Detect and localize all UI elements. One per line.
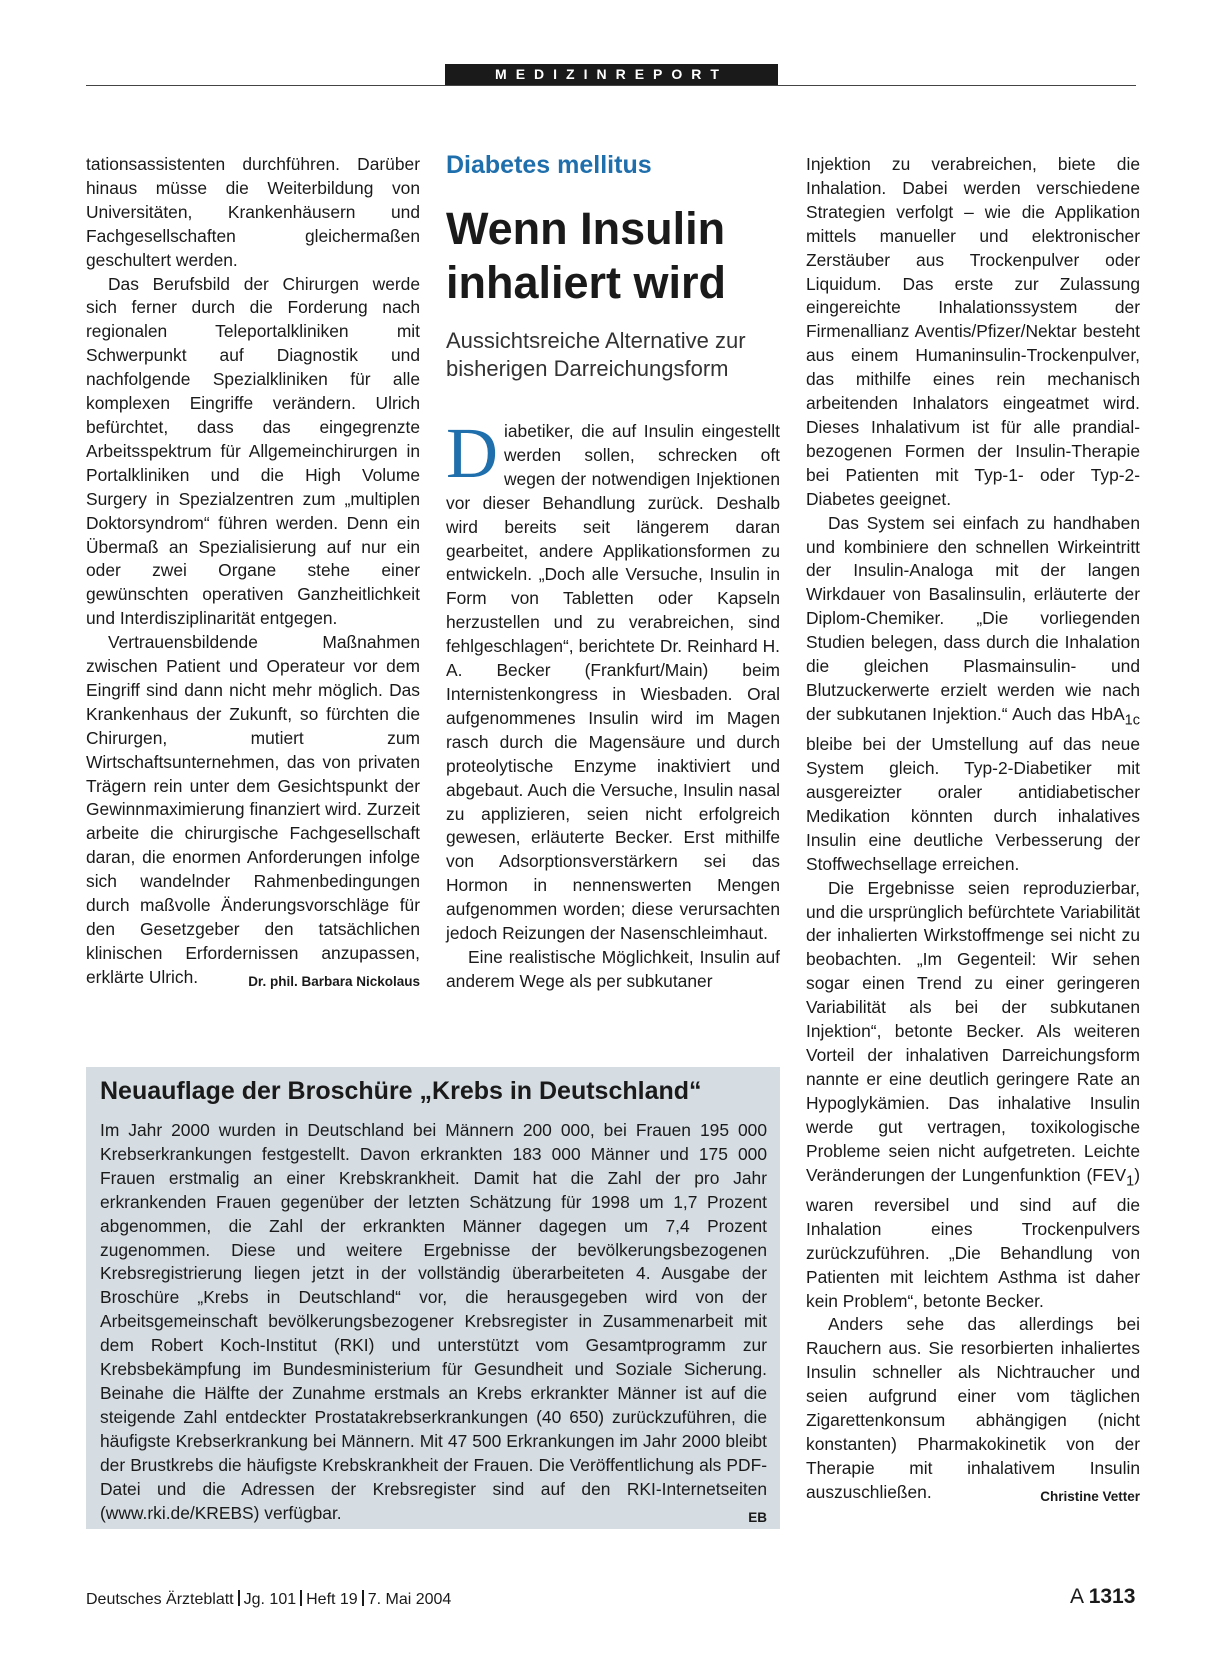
page-number bbox=[1070, 1585, 1135, 1609]
paragraph-text: Im Jahr 2000 wurden in Deutschland bei Männern 200 000, bei Frauen 195 000 Krebserkrankungen festgestellt. Davon erkrankten 183 000 Männer und 175 000 Frauen erstmalig an einer Krebskrankheit. Damit hat die Zahl der pro Jahr erkrankenden Frauen gegenüber der letzten Schätzung für 1998 um 1,7 Prozent abgenommen, die Zahl der erkrankten Männer dagegen um 7,4 Prozent zugenommen. Diese und weitere Ergebnisse der bevölkerungsbezogenen Krebsregistrierung liegen jetzt in der vollständig überarbeiteten 4. Ausgabe der Broschüre „Krebs in Deutschland“ vor, die herausgegeben wird von der Arbeitsgemeinschaft bevölkerungsbezogener Krebsregister in Zusammenarbeit mit dem Robert Koch-Institut (RKI) und unterstützt vom Gesamtprogramm zur Krebsbekämpfung im Bundesministerium für Gesundheit und Soziale Sicherung. Beinahe die Hälfte der Zunahme erstmals an Krebs erkrankter Männer ist auf die steigende Zahl entdeckter Prostatakrebserkrankungen (40 650) zurückzuführen, die häufigste Krebserkrankung bei Männern. Mit 47 500 Erkrankungen im Jahr 2000 bleibt der Brustkrebs die häufigste Krebskrankheit der Frauen. Die Veröffentlichung als PDF-Datei und die Adressen der Krebsregister sind auf den RKI-Internetseiten (www.rki.de/KREBS) verfügbar. bbox=[100, 1120, 767, 1523]
paragraph: Injektion zu verabreichen, biete die Inhalation. Dabei werden verschiedene Strategien verfolgt – wie die Applikation mittels manueller und elektronischer Zerstäuber aus Trockenpulver oder Liquidum. Das erste zur Zulassung eingereichte Inhalationssystem der Firmenallianz Aventis/Pfizer/Nektar besteht aus einem Humaninsulin-Trockenpulver, das mithilfe eines rein mechanisch arbeitenden Inhalators eingeatmet wird. Dieses Inhalativum ist für alle prandial-bezogenen Formen der Insulin-Therapie bei Patienten mit Typ-1- oder Typ-2-Diabetes geeignet. bbox=[806, 154, 1140, 509]
paragraph bbox=[446, 413, 780, 946]
paragraph bbox=[86, 631, 420, 990]
subscript: 1c bbox=[1124, 712, 1140, 729]
info-box-title: Neuauflage der Broschüre „Krebs in Deutschland“ bbox=[100, 1077, 702, 1105]
page-prefix: A bbox=[1070, 1585, 1083, 1608]
page-number-value: 1313 bbox=[1088, 1585, 1136, 1608]
paragraph bbox=[806, 1313, 1140, 1504]
paragraph: Das Berufsbild der Chirurgen werde sich ferner durch die Forderung nach regionalen Teleportalkliniken mit Schwerpunkt auf Diagnostik und nachfolgende Spezialkliniken für alle komplexen Eingriffe verändern. Ulrich befürchtet, dass das eingegrenzte Arbeitsspektrum für Allgemeinchirurgen in Portalkliniken und die High Volume Surgery in Spezialzentren zum „multiplen Doktorsyndrom“ führen werden. Denn ein Übermaß an Spezialisierung auf nur ein oder zwei Organe stehe einer gewünschten operativen Ganzheitlichkeit und Interdisziplinarität entgegen. bbox=[86, 273, 420, 629]
paragraph-text: ) waren reversibel und sind auf die Inhalation eines Trockenpulvers zurückzuführen. „Die Behandlung von Patienten mit leichtem Asthma ist daher kein Problem“, betonte Becker. bbox=[806, 1164, 1140, 1311]
info-box-signature: EB bbox=[748, 1509, 767, 1525]
footer-separator bbox=[300, 1590, 302, 1606]
author-byline: Christine Vetter bbox=[1040, 1488, 1140, 1504]
journal-date: 7. Mai 2004 bbox=[367, 1591, 452, 1608]
column-right bbox=[806, 153, 1140, 1509]
paragraph bbox=[806, 877, 1140, 1314]
paragraph: tationsassistenten durchführen. Darüber hinaus müsse die Weiterbildung von Universitäten, Krankenhäusern und Fachgesellschaften gleichermaßen geschultert werden. bbox=[86, 154, 420, 270]
article-headline: Wenn Insulin inhaliert wird bbox=[446, 203, 727, 308]
paragraph-text: bleibe bei der Umstellung auf das neue System gleich. Typ-2-Diabetiker mit ausgereizter oraler antidiabetischer Medikation könnten durch inhalatives Insulin eine deutliche Verbesserung der Stoffwechsellage erreichen. bbox=[806, 734, 1140, 874]
column-left bbox=[86, 153, 420, 994]
footer-separator bbox=[238, 1590, 240, 1606]
info-box bbox=[86, 1067, 780, 1529]
article-subhead: Aussichtsreiche Alternative zur bisherigen Darreichungsform bbox=[446, 328, 746, 381]
paragraph: Eine realistische Möglichkeit, Insulin auf anderem Wege als per subkutaner bbox=[446, 946, 780, 991]
author-byline: Dr. phil. Barbara Nickolaus bbox=[248, 973, 420, 989]
page-footer bbox=[86, 1590, 451, 1609]
paragraph-text: Das System sei einfach zu handhaben und kombiniere den schnellen Wirkeintritt der Insulin-Analoga mit der langen Wirkdauer von Basalinsulin, erläuterte der Diplom-Chemiker. „Die vorliegenden Studien belegen, dass durch die Inhalation die gleichen Plasmainsulin- und Blutzuckerwerte erzielt werden wie nach der subkutanen Injektion.“ Auch das HbA bbox=[806, 512, 1140, 724]
info-box-text bbox=[100, 1119, 767, 1529]
journal-name: Deutsches Ärzteblatt bbox=[86, 1591, 234, 1608]
article-kicker: Diabetes mellitus bbox=[446, 151, 652, 179]
footer-separator bbox=[362, 1590, 364, 1606]
paragraph bbox=[806, 512, 1140, 877]
paragraph-text: iabetiker, die auf Insulin eingestellt werden sollen, schrecken oft wegen der notwendigen Injektionen vor dieser Behandlung zurück. Deshalb wird bereits seit längerem daran gearbeitet, andere Applikationsformen zu entwickeln. „Doch alle Versuche, Insulin in Form von Tabletten oder Kapseln herzustellen und zu verabreichen, sind fehlgeschlagen“, berichtete Dr. Reinhard H. A. Becker (Frankfurt/Main) beim Internistenkongress in Wiesbaden. Oral aufgenommenes Insulin wird im Magen rasch durch die Magensäure und durch proteolytische Enzyme inaktiviert und abgebaut. Auch die Versuche, Insulin nasal zu applizieren, seien nicht erfolgreich gewesen, erläuterte Becker. Erst mithilfe von Adsorptionsverstärkern sei das Hormon in nennenswerten Mengen aufgenommen worden; diese verursachten jedoch Reizungen der Nasenschleimhaut. bbox=[446, 421, 780, 944]
paragraph-text: Anders sehe das allerdings bei Rauchern aus. Sie resorbierten inhaliertes Insulin schneller als Nichtraucher und seien aufgrund einer vom täglichen Zigarettenkonsum abhängigen (nicht konstanten) Pharmakokinetik von der Therapie mit inhalativem Insulin auszuschließen. bbox=[806, 1314, 1140, 1502]
paragraph-text: Die Ergebnisse seien reproduzierbar, und die ursprünglich befürchtete Variabilität der inhalierten Wirkstoffmenge sei nicht zu beobachten. „Im Gegenteil: Wir sehen sogar einen Trend zu einer geringeren Variabilität als bei der subkutanen Injektion“, betonte Becker. Als weiteren Vorteil der inhalativen Darreichungsform nannte er eine deutlich geringere Rate an Hypoglykämien. Das inhalative Insulin werde gut vertragen, toxikologische Probleme seien nicht aufgetreten. Leichte Veränderungen der Lungenfunktion (FEV bbox=[806, 877, 1140, 1185]
section-header: MEDIZINREPORT bbox=[445, 64, 778, 85]
subscript: 1 bbox=[1126, 1173, 1135, 1189]
journal-issue: Heft 19 bbox=[306, 1591, 358, 1608]
paragraph-text: Vertrauensbildende Maßnahmen zwischen Patient und Operateur vor dem Eingriff sind dann nicht mehr möglich. Das Krankenhaus der Zukunft, so fürchten die Chirurgen, mutiert zum Wirtschaftsunternehmen, das von privaten Trägern rein unter dem Gesichtspunkt der Gewinnmaximierung finanziert wird. Zurzeit arbeite die chirurgische Fachgesellschaft daran, die enormen Anforderungen infolge sich wandelnder Rahmenbedingungen durch maßvolle Änderungsvorschläge für den Gesetzgeber den tatsächlichen klinischen Erfordernissen anzupassen, erklärte Ulrich. bbox=[86, 632, 420, 987]
column-middle bbox=[446, 413, 780, 994]
header-rule bbox=[86, 85, 1136, 86]
journal-volume: Jg. 101 bbox=[243, 1591, 297, 1608]
drop-cap: D bbox=[446, 413, 498, 493]
